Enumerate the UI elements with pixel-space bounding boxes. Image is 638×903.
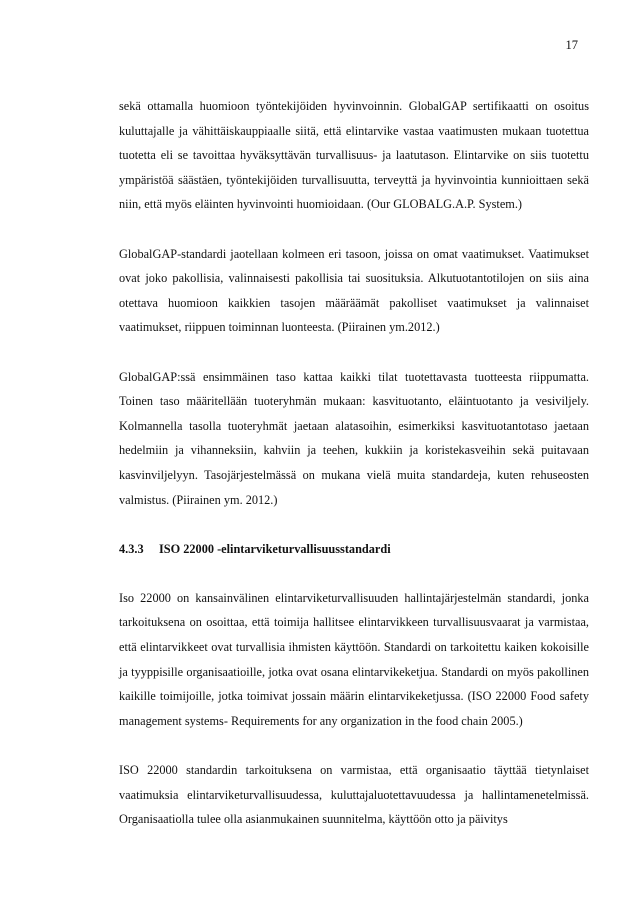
paragraph-globalgap-levels: GlobalGAP-standardi jaotellaan kolmeen eri tasoon, joissa on omat vaatimukset. Vaatimukset ovat joko pakollisia, valinnaisesti pakollisia tai suosituksia. Alkutuotantotilojen on siis aina otettava huomioon kaikkien tasojen määräämät pakolliset vaatimukset ja valinnaiset vaatimukset, riippuen toiminnan luonteesta. (Piirainen ym.2012.) xyxy=(119,246,589,335)
document-body xyxy=(119,94,589,832)
section-heading xyxy=(119,537,589,562)
paragraph-iso-intro: Iso 22000 on kansainvälinen elintarviketurvallisuuden hallintajärjestelmän standardi, jonka tarkoituksena on osoittaa, että toimija hallitsee elintarvikkeen turvallisuusvaarat ja varmistaa, että elintarvikkeet ovat turvallisia ihmisten käyttöön. Standardi on tarkoitettu kaiken kokoisille ja tyyppisille organisaatioille, jotka ovat osana elintarvikeketjua. Standardi on myös pakollinen kaikille toimijoille, jotka toimivat jossain määrin elintarvikeketjussa. (ISO 22000 Food safety management systems- Requirements for any organization in the food chain 2005.) xyxy=(119,590,589,728)
paragraph-globalgap-intro: sekä ottamalla huomioon työntekijöiden hyvinvoinnin. GlobalGAP sertifikaatti on osoitus kuluttajalle ja vähittäiskauppiaalle siitä, että elintarvike vastaa vaatimusten mukaan tuotettua tuotetta eli se tavoittaa hyväksyttävän turvallisuus- ja laatutason. Elintarvike on siis tuotettu ympäristöä säästäen, työntekijöiden turvallisuutta, terveyttä ja hyvinvointia kunnioittaen sekä niin, että myös eläinten hyvinvointi huomioidaan. (Our GLOBALG.A.P. System.) xyxy=(119,99,589,212)
page-number: 17 xyxy=(565,38,578,52)
paragraph-iso-purpose: ISO 22000 standardin tarkoituksena on varmistaa, että organisaatio täyttää tietynlaiset vaatimuksia elintarviketurvallisuudessa, kuluttajaluotettavuudessa ja hallintamenetelmissä. Organisaatiolla tulee olla asianmukainen suunnitelma, käyttöön otto ja päivitys xyxy=(119,763,589,827)
section-title: ISO 22000 -elintarviketurvallisuusstandardi xyxy=(159,541,391,556)
paragraph-globalgap-tiers: GlobalGAP:ssä ensimmäinen taso kattaa kaikki tilat tuotettavasta tuotteesta riippumatta. Toinen taso määritellään tuoteryhmän mukaan: kasvituotanto, eläintuotanto ja vesiviljely. Kolmannella tasolla tuoteryhmät jaetaan alatasoihin, esimerkiksi kasvituotantotaso jaetaan hedelmiin ja vihanneksiin, kahviin ja teehen, kukkiin ja koristekasveihin sekä puitavaan kasvinviljelyyn. Tasojärjestelmässä on mukana vielä muita standardeja, kuten rehuseosten valmistus. (Piirainen ym. 2012.) xyxy=(119,369,589,507)
section-number: 4.3.3 xyxy=(119,541,144,556)
